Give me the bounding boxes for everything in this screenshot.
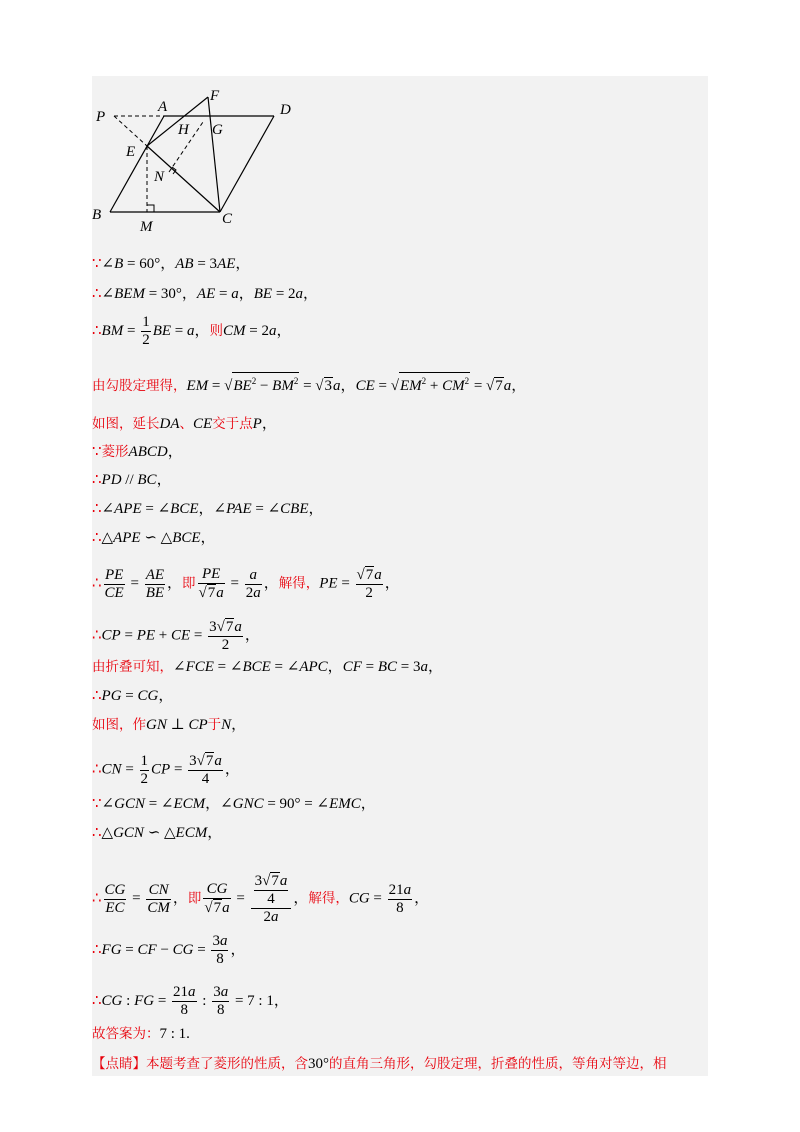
text-jiaoyu: 交于点: [212, 416, 253, 432]
text-answer-prefix: 故答案为：: [92, 1026, 160, 1042]
line-19: ∴FG = CF − CG = $\frac{3a}{8}$ ，: [92, 933, 246, 967]
line-13: ∴PG = CG，: [92, 688, 174, 704]
line-15: ∴CN = $\frac{1}{2}$ CP = $\frac{3√7a}{4}$ ，: [92, 752, 240, 787]
label-M: M: [140, 219, 153, 234]
label-P: P: [96, 109, 106, 125]
line-20: ∴CG : FG = $\frac{21a}{8}$ : $\frac{3a}{8}$ = 7 : 1，: [92, 984, 289, 1018]
segment-DC: [220, 116, 274, 212]
text-rutu1: 如图，延长: [92, 416, 160, 432]
text-dianjing-b: 的直角三角形，勾股定理，折叠的性质，等角对等边，相: [329, 1056, 667, 1072]
text-jiede-1: 解得，: [278, 575, 320, 592]
line-5: 如图，延长DA、CE交于点P，: [92, 416, 277, 432]
geometry-figure: [92, 84, 312, 234]
line-4: 由勾股定理得，EM = $√BE^2 - BM^2 = √3a$，CE = $√EM^2 + CM^2 = √7a$，: [92, 372, 526, 396]
line-7: ∴PD // BC，: [92, 472, 172, 488]
label-G: G: [212, 122, 223, 138]
text-jiede-2: 解得，: [308, 890, 349, 907]
label-C: C: [222, 211, 233, 227]
line-12: 由折叠可知，∠FCE = ∠BCE = ∠APC，CF = BC = 3a，: [92, 659, 443, 675]
line-10: ∴ $\frac{PE}{CE}$ = $\frac{AE}{BE}$ ，即 $\frac{PE}{√7a}$ = $\frac{a}{2a}$ ，解得，PE = $\frac{√7a}{2}$ ，: [92, 566, 400, 601]
text-ze: 则: [209, 322, 223, 339]
line-6: ∵菱形ABCD，: [92, 444, 183, 460]
label-N: N: [154, 169, 165, 185]
label-E: E: [126, 144, 136, 160]
line-14: 如图，作GN ⊥ CP于N，: [92, 717, 247, 733]
line-17: ∴△GCN ∽ △ECM，: [92, 825, 223, 841]
right-angle-M: [147, 205, 154, 212]
line-1: ∵∠B = 60°，AB = 3AE，: [92, 256, 251, 272]
text-ji-1: 即: [182, 575, 196, 592]
label-H: H: [178, 122, 189, 138]
line-8: ∴∠APE = ∠BCE，∠PAE = ∠CBE，: [92, 501, 324, 517]
line-2: ∴∠BEM = 30°，AE = a，BE = 2a，: [92, 286, 319, 302]
label-A: A: [158, 99, 168, 115]
text-yu: 于: [207, 717, 222, 733]
text-gougu: 由勾股定理得，: [92, 378, 187, 394]
text-ji-2: 即: [187, 890, 202, 907]
label-F: F: [210, 88, 220, 104]
label-B: B: [92, 207, 102, 223]
segment-FC: [208, 97, 220, 212]
text-dianjing-tag: 【点睛】: [92, 1056, 146, 1072]
line-22: 【点睛】本题考查了菱形的性质，含30°的直角三角形，勾股定理，折叠的性质，等角对等边，相: [92, 1056, 667, 1072]
line-21: [92, 1024, 190, 1044]
line-3: ∴BM = $\frac{1}{2}$ BE = a，则CM = 2a，: [92, 314, 292, 348]
segment-BA: [110, 116, 164, 212]
line-18: ∴ $\frac{CG}{EC}$ = $\frac{CN}{CM}$ ，即 $\frac{CG}{√7a}$ = $\frac{\frac{3√7a}{4}}{2a}$ ，解得，CG = $\frac{21a}{8}$ ，: [92, 873, 430, 925]
line-11: ∴CP = PE + CE = $\frac{3√7a}{2}$ ，: [92, 619, 260, 653]
text-zhedie: 由折叠可知，: [92, 659, 173, 675]
text-answer: 7 : 1.: [159, 1026, 190, 1042]
text-rutu2: 如图，作: [92, 717, 146, 733]
line-16: ∵∠GCN = ∠ECM，∠GNC = 90° = ∠EMC，: [92, 796, 376, 812]
line-9: ∴△APE ∽ △BCE，: [92, 530, 216, 546]
text-dun: 、: [179, 416, 193, 432]
text-lingxing: 菱形: [101, 444, 129, 460]
text-dianjing-a: 本题考查了菱形的性质，含: [146, 1056, 308, 1072]
label-D: D: [280, 102, 291, 118]
dashed-PE: [114, 116, 147, 146]
